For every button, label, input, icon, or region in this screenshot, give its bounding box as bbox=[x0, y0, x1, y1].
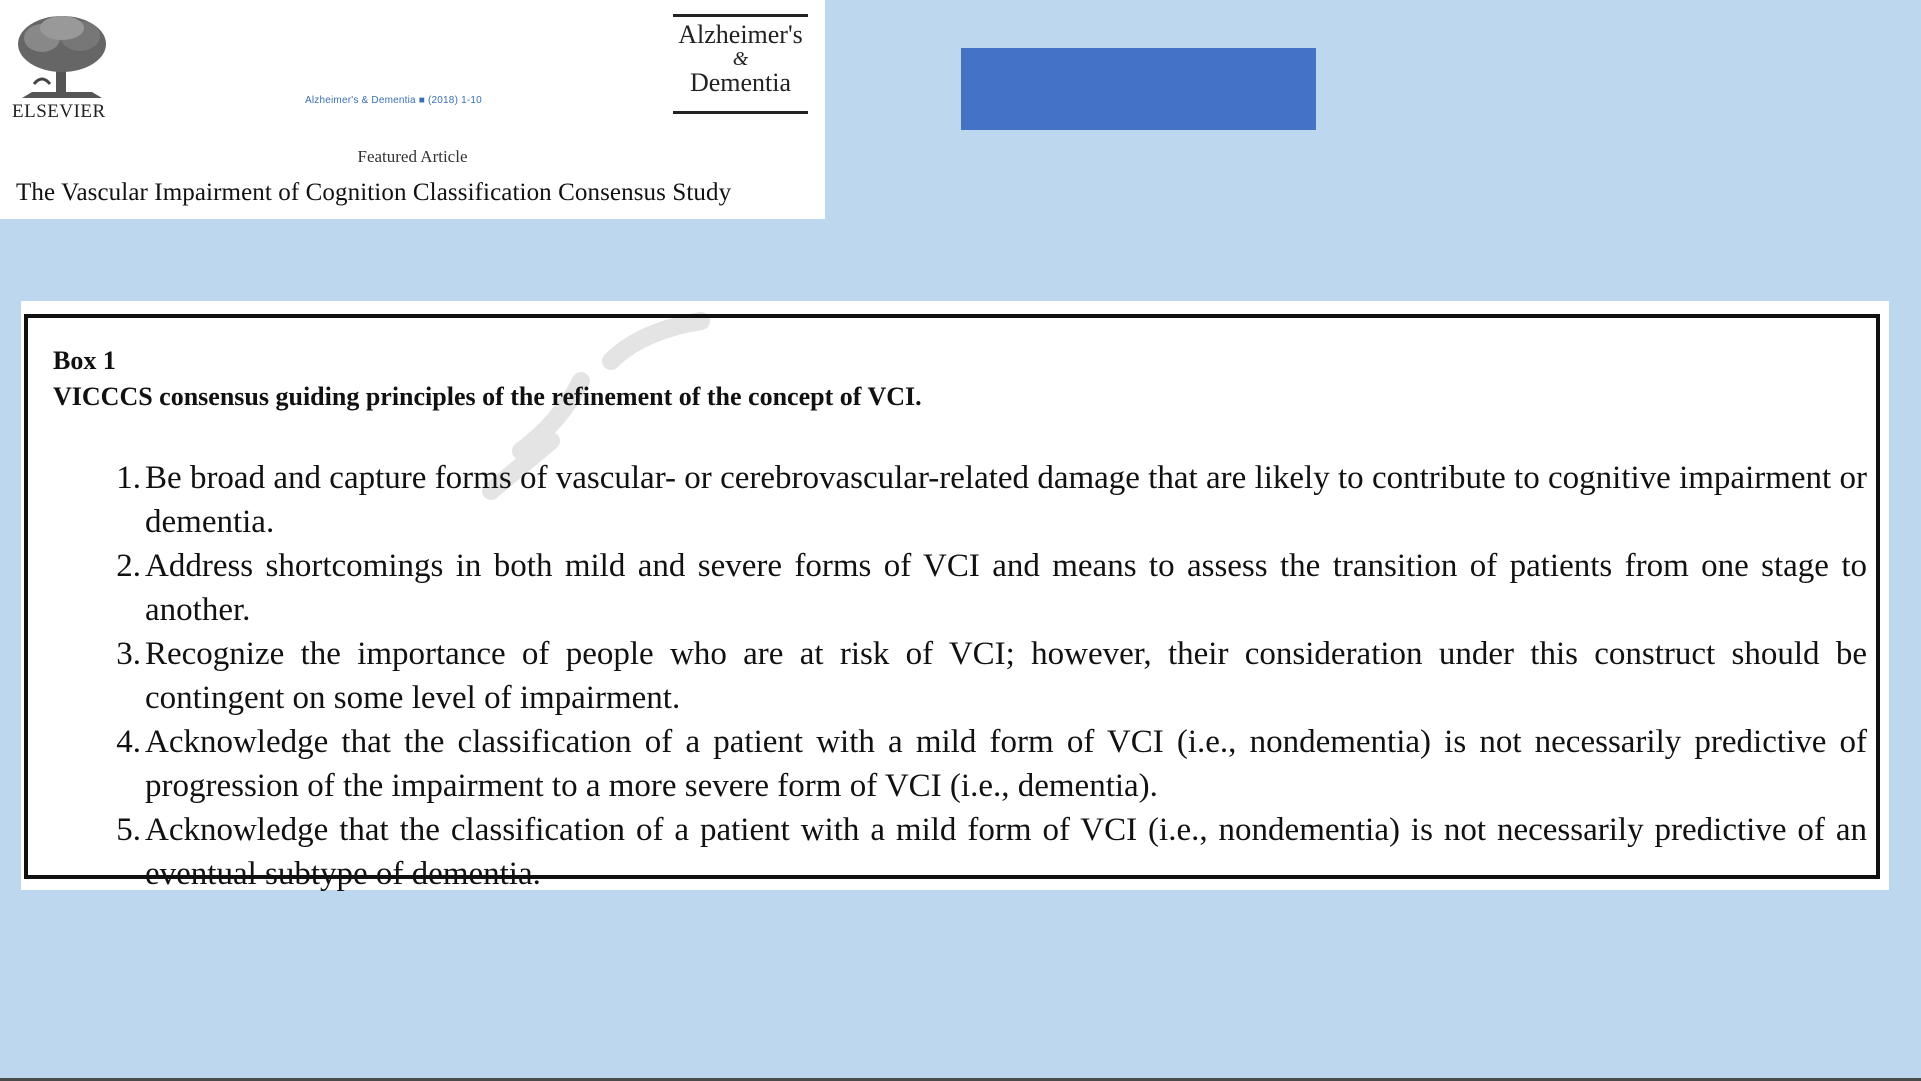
publisher-wordmark: ELSEVIER bbox=[12, 101, 106, 122]
article-header-image bbox=[0, 0, 825, 219]
journal-citation: Alzheimer's & Dementia ■ (2018) 1-10 bbox=[305, 95, 482, 106]
principles-list bbox=[28, 456, 1884, 896]
journal-logo bbox=[673, 14, 808, 114]
principle-number: 2. bbox=[116, 548, 141, 584]
principle-number: 1. bbox=[116, 460, 141, 496]
principle-item bbox=[28, 632, 1884, 720]
principle-number: 5. bbox=[116, 812, 141, 848]
principle-item bbox=[28, 544, 1884, 632]
principle-number: 4. bbox=[116, 724, 141, 760]
accent-rectangle bbox=[961, 48, 1316, 130]
journal-logo-line1: Alzheimer's bbox=[678, 20, 803, 49]
principle-item bbox=[28, 720, 1884, 808]
box-frame bbox=[24, 314, 1880, 892]
principle-text: Be broad and capture forms of vascular- or cerebrovascular-related damage that are likely to contribute to cognitive impairment or dementia. bbox=[145, 460, 1867, 540]
principle-number: 3. bbox=[116, 636, 141, 672]
article-type: Featured Article bbox=[357, 147, 468, 166]
journal-logo-line2: Dementia bbox=[689, 68, 792, 97]
principle-text: Acknowledge that the classification of a patient with a mild form of VCI (i.e., nondementia) is not necessarily predictive of progression of the impairment to a more severe form of VCI (i.e., dementia). bbox=[145, 724, 1867, 804]
article-title: The Vascular Impairment of Cognition Classification Consensus Study bbox=[16, 179, 732, 206]
principle-text: Acknowledge that the classification of a patient with a mild form of VCI (i.e., nondementia) is not necessarily predictive of an eventual subtype of dementia. bbox=[145, 812, 1867, 892]
principle-item bbox=[28, 456, 1884, 544]
box-label: Box 1 bbox=[53, 346, 116, 375]
box-panel bbox=[21, 301, 1889, 890]
principle-text: Address shortcomings in both mild and severe forms of VCI and means to assess the transition of patients from one stage to another. bbox=[145, 548, 1867, 628]
elsevier-tree-logo-icon bbox=[12, 14, 112, 114]
principle-text: Recognize the importance of people who are at risk of VCI; however, their consideration under this construct should be contingent on some level of impairment. bbox=[145, 636, 1867, 716]
box-caption: VICCCS consensus guiding principles of the refinement of the concept of VCI. bbox=[53, 382, 922, 411]
principle-item bbox=[28, 808, 1884, 896]
journal-logo-ampersand: & bbox=[732, 48, 749, 70]
